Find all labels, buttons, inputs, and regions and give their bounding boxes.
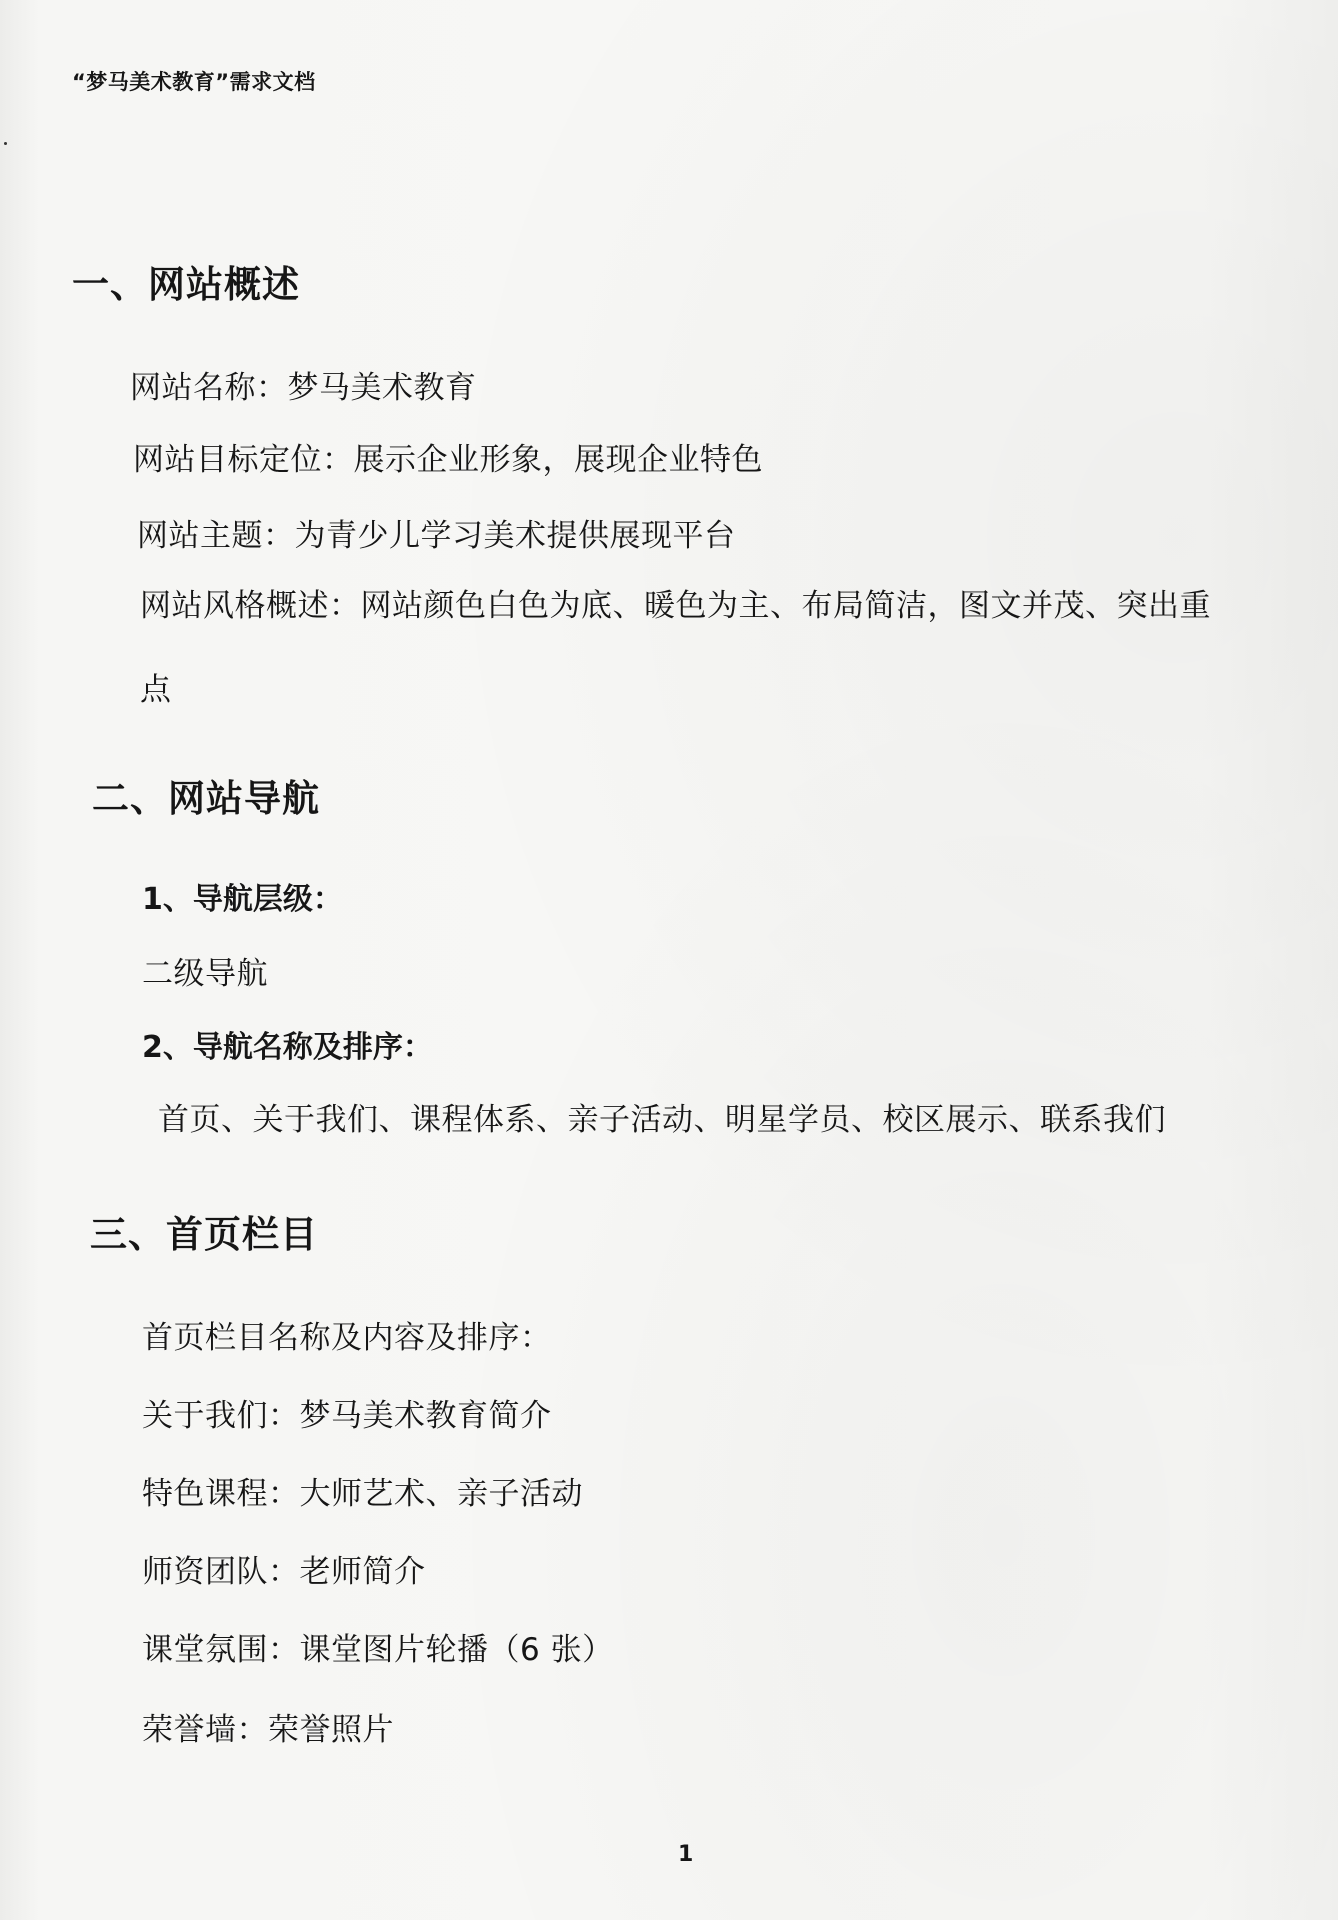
section-heading-navigation: 二、网站导航: [92, 777, 320, 820]
homepage-column-about: 关于我们：梦马美术教育简介: [142, 1398, 552, 1434]
navigation-order-label: 2、导航名称及排序：: [142, 1030, 433, 1065]
homepage-column-courses: 特色课程：大师艺术、亲子活动: [142, 1476, 583, 1512]
navigation-level-label: 1、导航层级：: [142, 882, 343, 917]
homepage-column-classroom: 课堂氛围：课堂图片轮播（6 张）: [142, 1632, 614, 1668]
overview-site-name: 网站名称：梦马美术教育: [130, 370, 477, 406]
homepage-columns-intro: 首页栏目名称及内容及排序：: [142, 1320, 552, 1356]
scan-speck: [4, 142, 7, 145]
navigation-order-value: 首页、关于我们、课程体系、亲子活动、明星学员、校区展示、联系我们: [158, 1102, 1166, 1138]
overview-site-positioning: 网站目标定位：展示企业形象，展现企业特色: [133, 442, 763, 478]
navigation-level-value: 二级导航: [142, 956, 268, 992]
overview-site-style: 网站风格概述：网站颜色白色为底、暖色为主、布局简洁，图文并茂、突出重点: [140, 588, 1211, 708]
homepage-column-honors: 荣誉墙：荣誉照片: [142, 1712, 394, 1748]
page-number: 1: [678, 1842, 694, 1867]
homepage-column-teachers: 师资团队：老师简介: [142, 1554, 426, 1590]
document-header-title: “梦马美术教育”需求文档: [72, 70, 316, 94]
section-heading-homepage: 三、首页栏目: [90, 1213, 318, 1256]
section-heading-overview: 一、网站概述: [72, 263, 300, 306]
overview-site-theme: 网站主题：为青少儿学习美术提供展现平台: [137, 518, 736, 554]
